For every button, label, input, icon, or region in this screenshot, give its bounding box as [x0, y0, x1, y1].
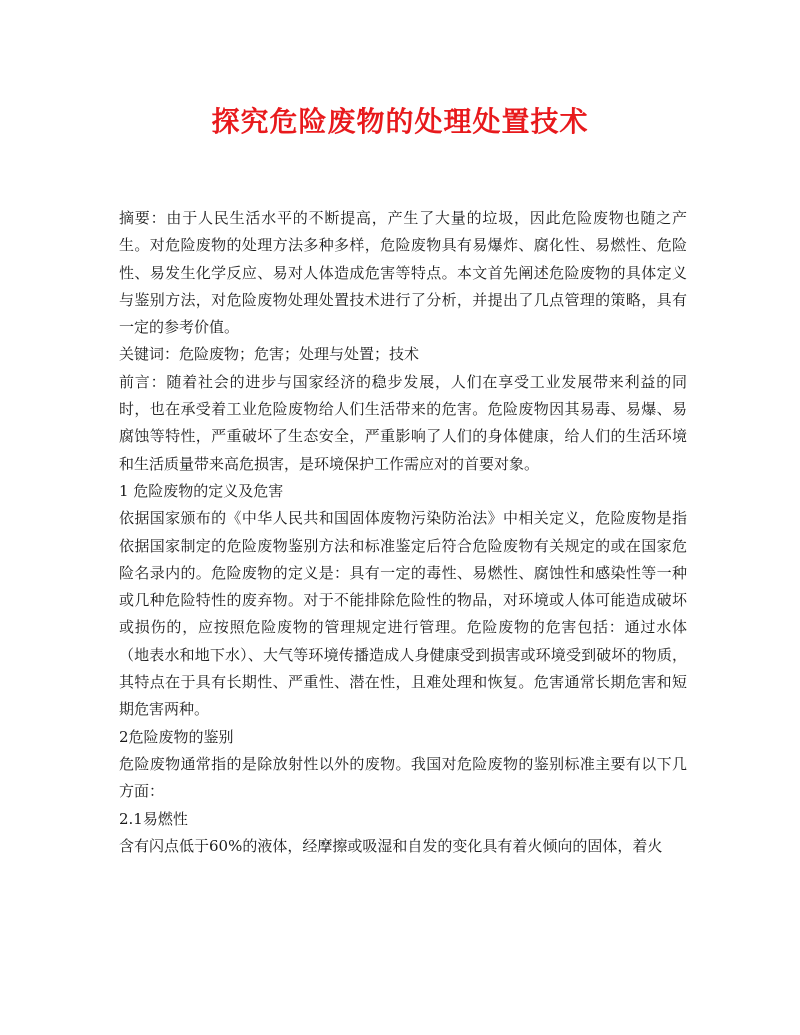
subsection-2-1-paragraph: 含有闪点低于60%的液体，经摩擦或吸湿和自发的变化具有着火倾向的固体，着火 [119, 836, 663, 855]
section-1-paragraph: 依据国家颁布的《中华人民共和国固体废物污染防治法》中相关定义，危险废物是指依据国家制定的危险废物鉴别方法和标准鉴定后符合危险废物有关规定的或在国家危险名录内的。危险废物的定义是：具有一定的毒性、易燃性、腐蚀性和感染性等一种或几种危险特性的废弃物。对于不能排除危险性的物品，对环境或人体可能造成破坏或损伤的，应按照危险废物的管理规定进行管理。危险废物的危害包括：通过水体（地表水和地下水）、大气等环境传播造成人身健康受到损害或环境受到破坏的物质，其特点在于具有长期性、严重性、潜在性，且难处理和恢复。危害通常长期危害和短期危害两种。 [119, 509, 687, 719]
subsection-heading-2-1: 2.1易燃性 [119, 809, 188, 828]
document-body [119, 205, 687, 860]
section-heading-1: 1 危险废物的定义及危害 [119, 481, 284, 500]
keywords-paragraph: 关键词：危险废物；危害；处理与处置；技术 [119, 345, 420, 364]
preface-paragraph: 前言：随着社会的进步与国家经济的稳步发展，人们在享受工业发展带来利益的同时，也在承受着工业危险废物给人们生活带来的危害。危险废物因其易毒、易爆、易腐蚀等特性，严重破坏了生态安全，严重影响了人们的身体健康，给人们的生活环境和生活质量带来高危损害，是环境保护工作需应对的首要对象。 [119, 372, 687, 473]
section-2-paragraph: 危险废物通常指的是除放射性以外的废物。我国对危险废物的鉴别标准主要有以下几方面： [119, 754, 687, 801]
abstract-paragraph: 摘要：由于人民生活水平的不断提高，产生了大量的垃圾，因此危险废物也随之产生。对危险废物的处理方法多种多样，危险废物具有易爆炸、腐化性、易燃性、危险性、易发生化学反应、易对人体造成危害等特点。本文首先阐述危险废物的具体定义与鉴别方法，对危险废物处理处置技术进行了分析，并提出了几点管理的策略，具有一定的参考价值。 [119, 209, 687, 337]
section-heading-2: 2危险废物的鉴别 [119, 727, 234, 746]
document-title: 探究危险废物的处理处置技术 [211, 105, 589, 138]
